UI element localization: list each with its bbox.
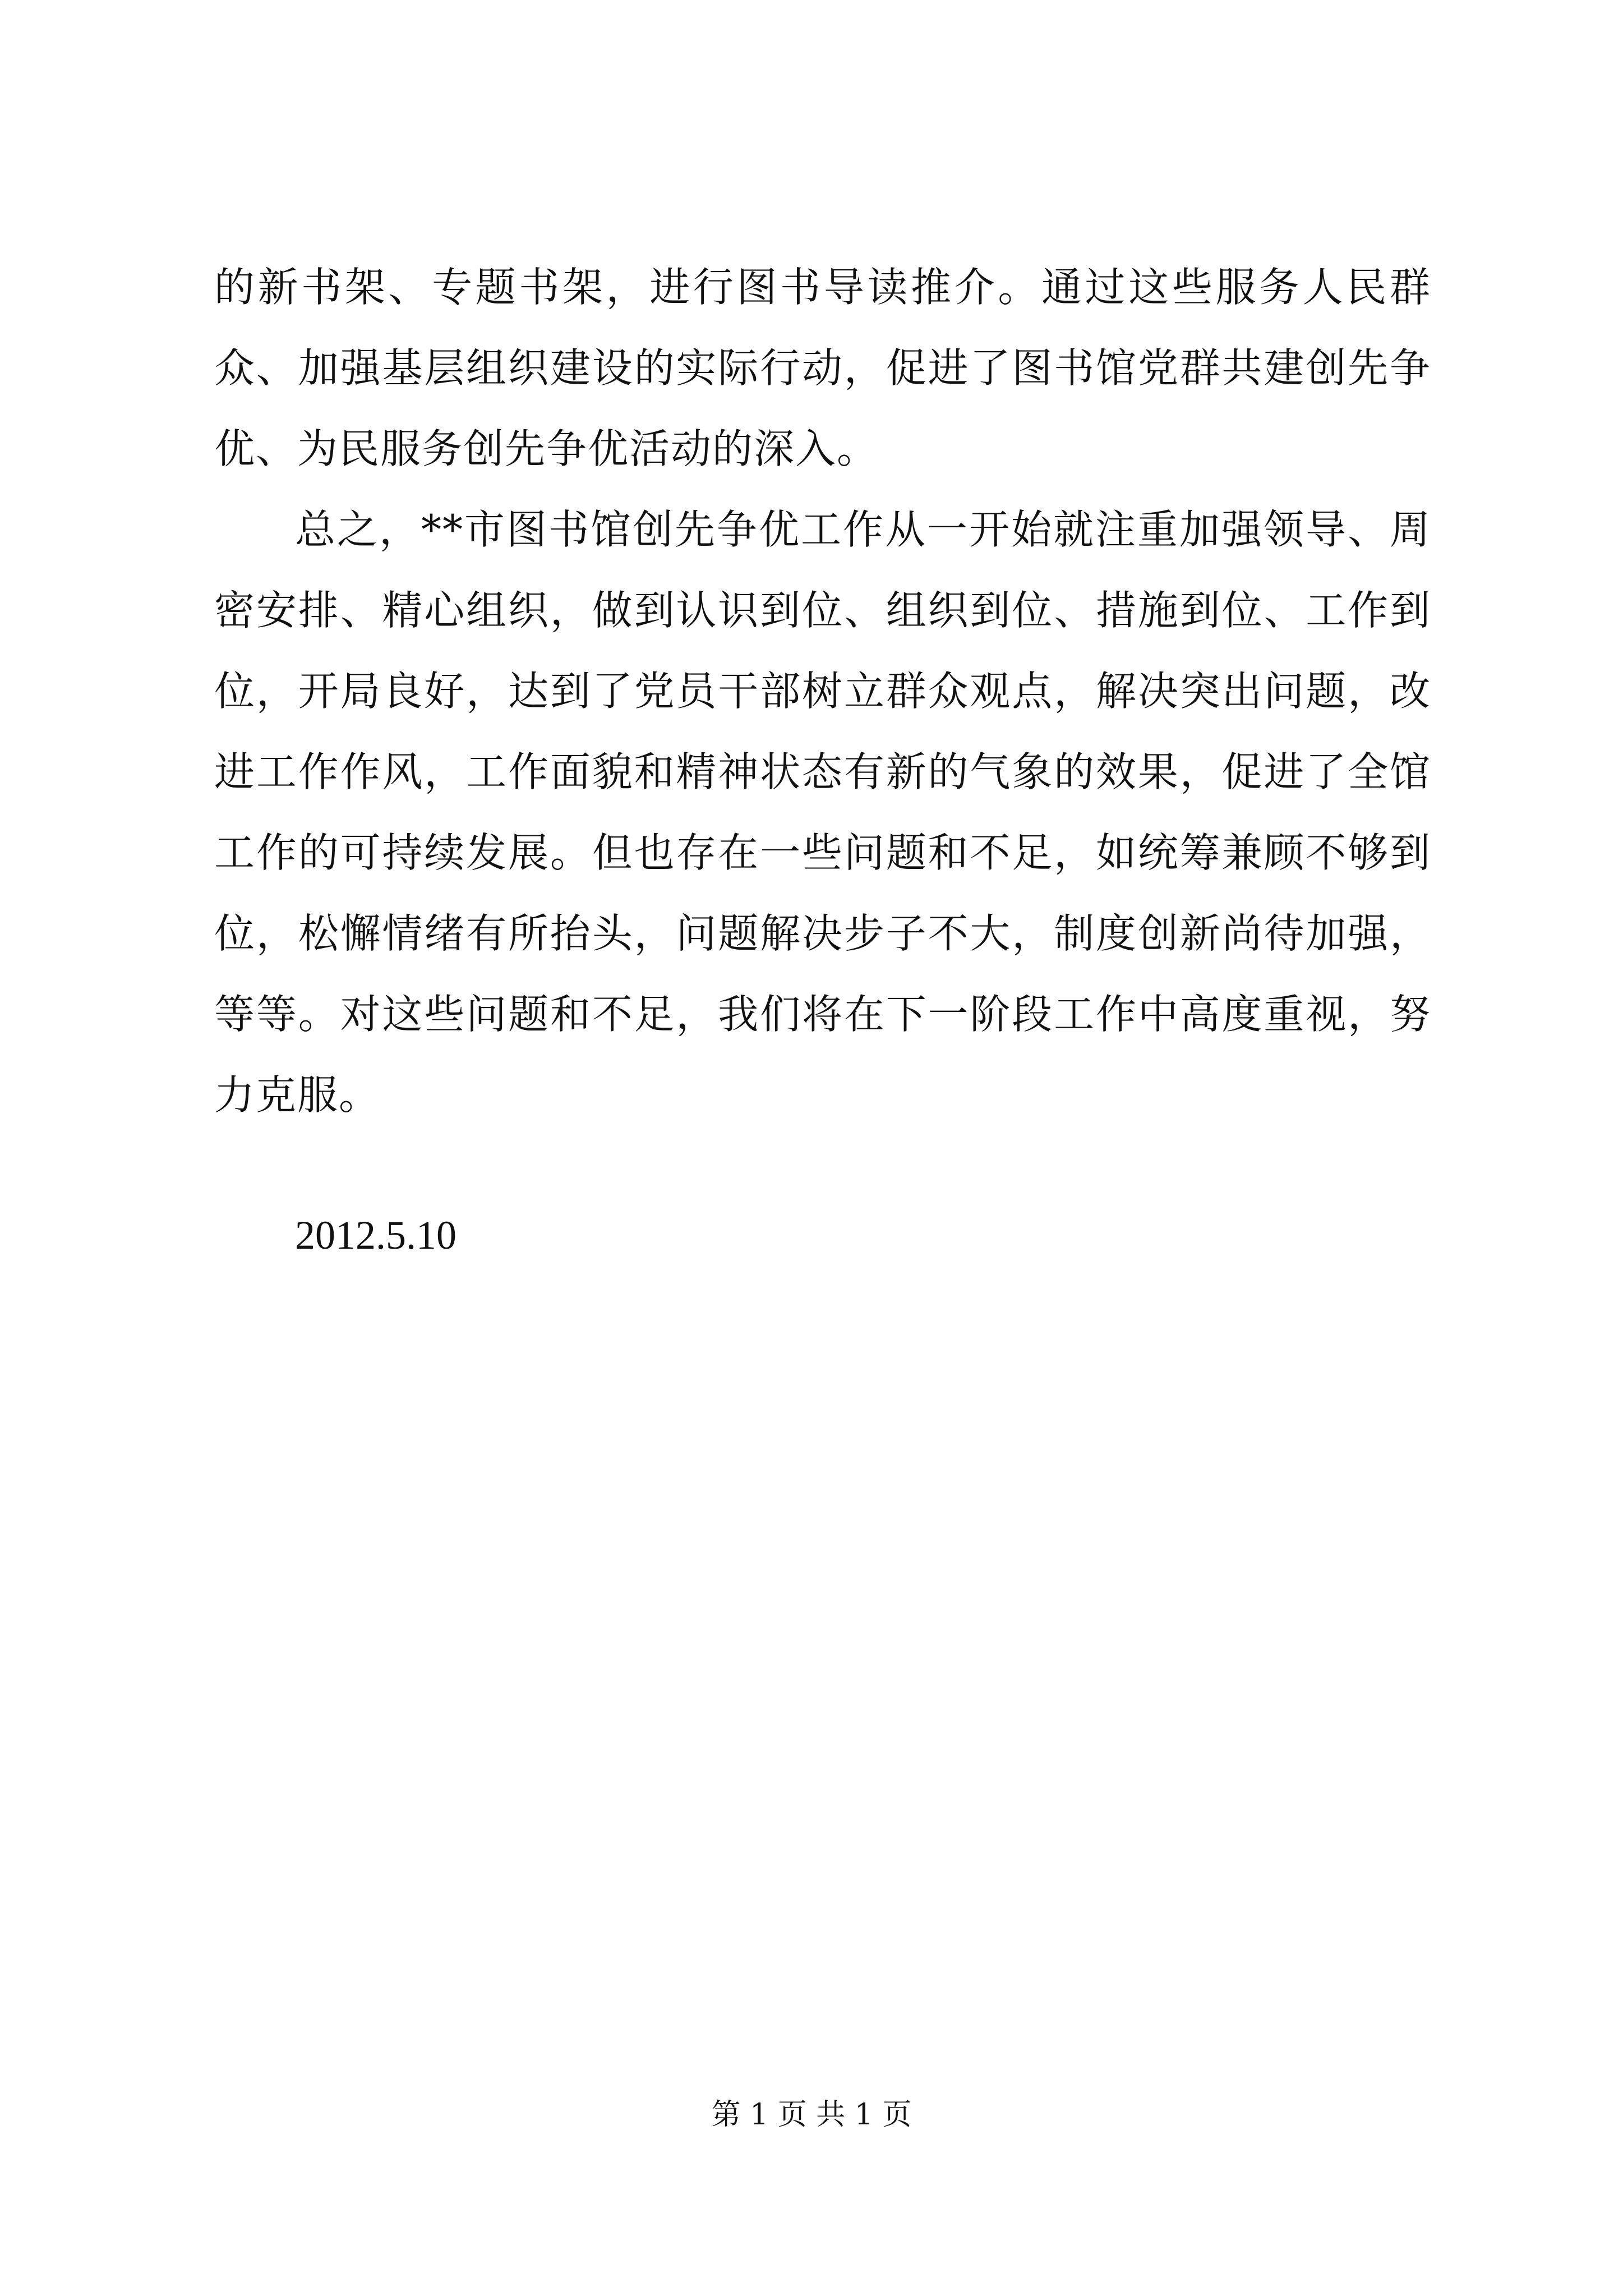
paragraph-summary: 总之，**市图书馆创先争优工作从一开始就注重加强领导、周密安排、精心组织，做到认识到位、组织到位、措施到位、工作到位，开局良好，达到了党员干部树立群众观点，解决突出问题，改进工作作风，工作面貌和精神状态有新的气象的效果，促进了全馆工作的可持续发展。但也存在一些问题和不足，如统筹兼顾不够到位，松懈情绪有所抬头，问题解决步子不大，制度创新尚待加强，等等。对这些问题和不足，我们将在下一阶段工作中高度重视，努力克服。 <box>214 506 1431 1119</box>
page-footer: 第 1 页 共 1 页 <box>711 2098 912 2132</box>
paragraph-continuation: 的新书架、专题书架，进行图书导读推介。通过这些服务人民群众、加强基层组织建设的实际行动，促进了图书馆党群共建创先争优、为民服务创先争优活动的深入。 <box>214 264 1431 472</box>
document-body <box>214 247 1431 1135</box>
document-date: 2012.5.10 <box>295 1213 457 1258</box>
